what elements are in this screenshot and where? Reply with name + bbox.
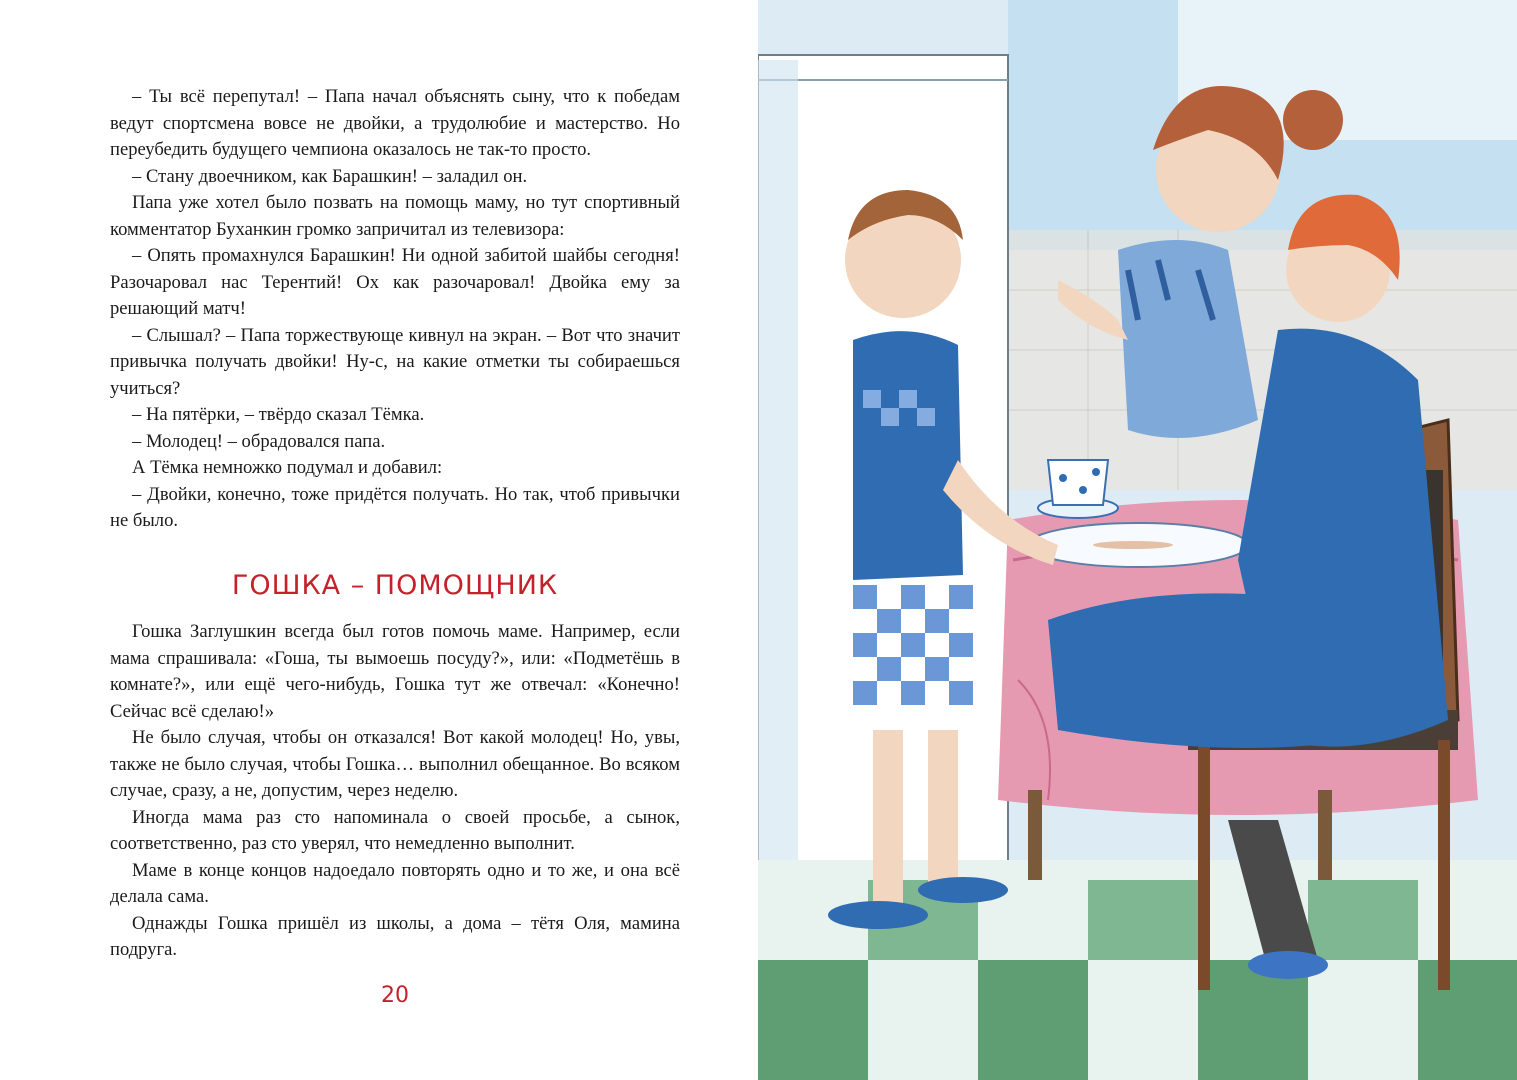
paragraph: – На пятёрки, – твёрдо сказал Тёмка. <box>132 404 425 425</box>
paragraph: – Молодец! – обрадовался папа. <box>132 430 386 452</box>
paragraph: Гошка Заглушкин всегда был готов помочь маме. Например, если мама спрашивала: «Гоша, ты вымоешь посуду?», или: «Подметёшь в комнате?», или ещё чего-нибудь, Гошка тут же отвечал: «Конечно! Сейчас всё сделаю!» <box>110 621 680 722</box>
chapter-title: ГОШКА – ПОМОЩНИК <box>231 570 559 601</box>
page-number: 20 <box>381 983 409 1008</box>
paragraph: Папа уже хотел было позвать на помощь маму, но тут спортивный комментатор Буханкин громко запричитал из телевизора: <box>110 192 680 240</box>
paragraph: – Двойки, конечно, тоже придётся получать. Но так, чтоб привычки не было. <box>110 483 680 531</box>
floor <box>758 860 1517 1080</box>
left-page <box>0 0 758 1080</box>
illustration <box>758 0 1517 1080</box>
paragraph: Однажды Гошка пришёл из школы, а дома – тётя Оля, мамина подруга. <box>110 912 680 960</box>
paragraph: – Опять промахнулся Барашкин! Ни одной забитой шайбы сегодня! Разочаровал нас Терентий! Ох как разочаровал! Двойка ему за решающий матч! <box>110 245 680 319</box>
paragraph: – Стану двоечником, как Барашкин! – заладил он. <box>132 165 528 187</box>
paragraph: А Тёмка немножко подумал и добавил: <box>132 457 443 478</box>
text-block-top <box>110 84 680 535</box>
text-block-bottom <box>110 619 680 964</box>
paragraph: – Ты всё перепутал! – Папа начал объяснять сыну, что к победам ведут спортсмена вовсе не двойки, а трудолюбие и мастерство. Но переубедить будущего чемпиона оказалось не так-то просто. <box>110 86 680 160</box>
paragraph: Иногда мама раз сто напоминала о своей просьбе, а сынок, соответственно, раз сто уверял, что немедленно выполнит. <box>110 806 680 854</box>
paragraph: – Слышал? – Папа торжествующе кивнул на экран. – Вот что значит привычка получать двойки! Ну-с, на какие отметки ты собираешься учиться? <box>110 324 680 399</box>
paragraph: Маме в конце концов надоедало повторять одно и то же, и она всё делала сама. <box>110 859 680 907</box>
paragraph: Не было случая, чтобы он отказался! Вот какой молодец! Но, увы, также не было случая, чтобы Гошка… выполнил обещанное. Во всяком случае, сразу, а не, допустим, через неделю. <box>110 727 680 801</box>
